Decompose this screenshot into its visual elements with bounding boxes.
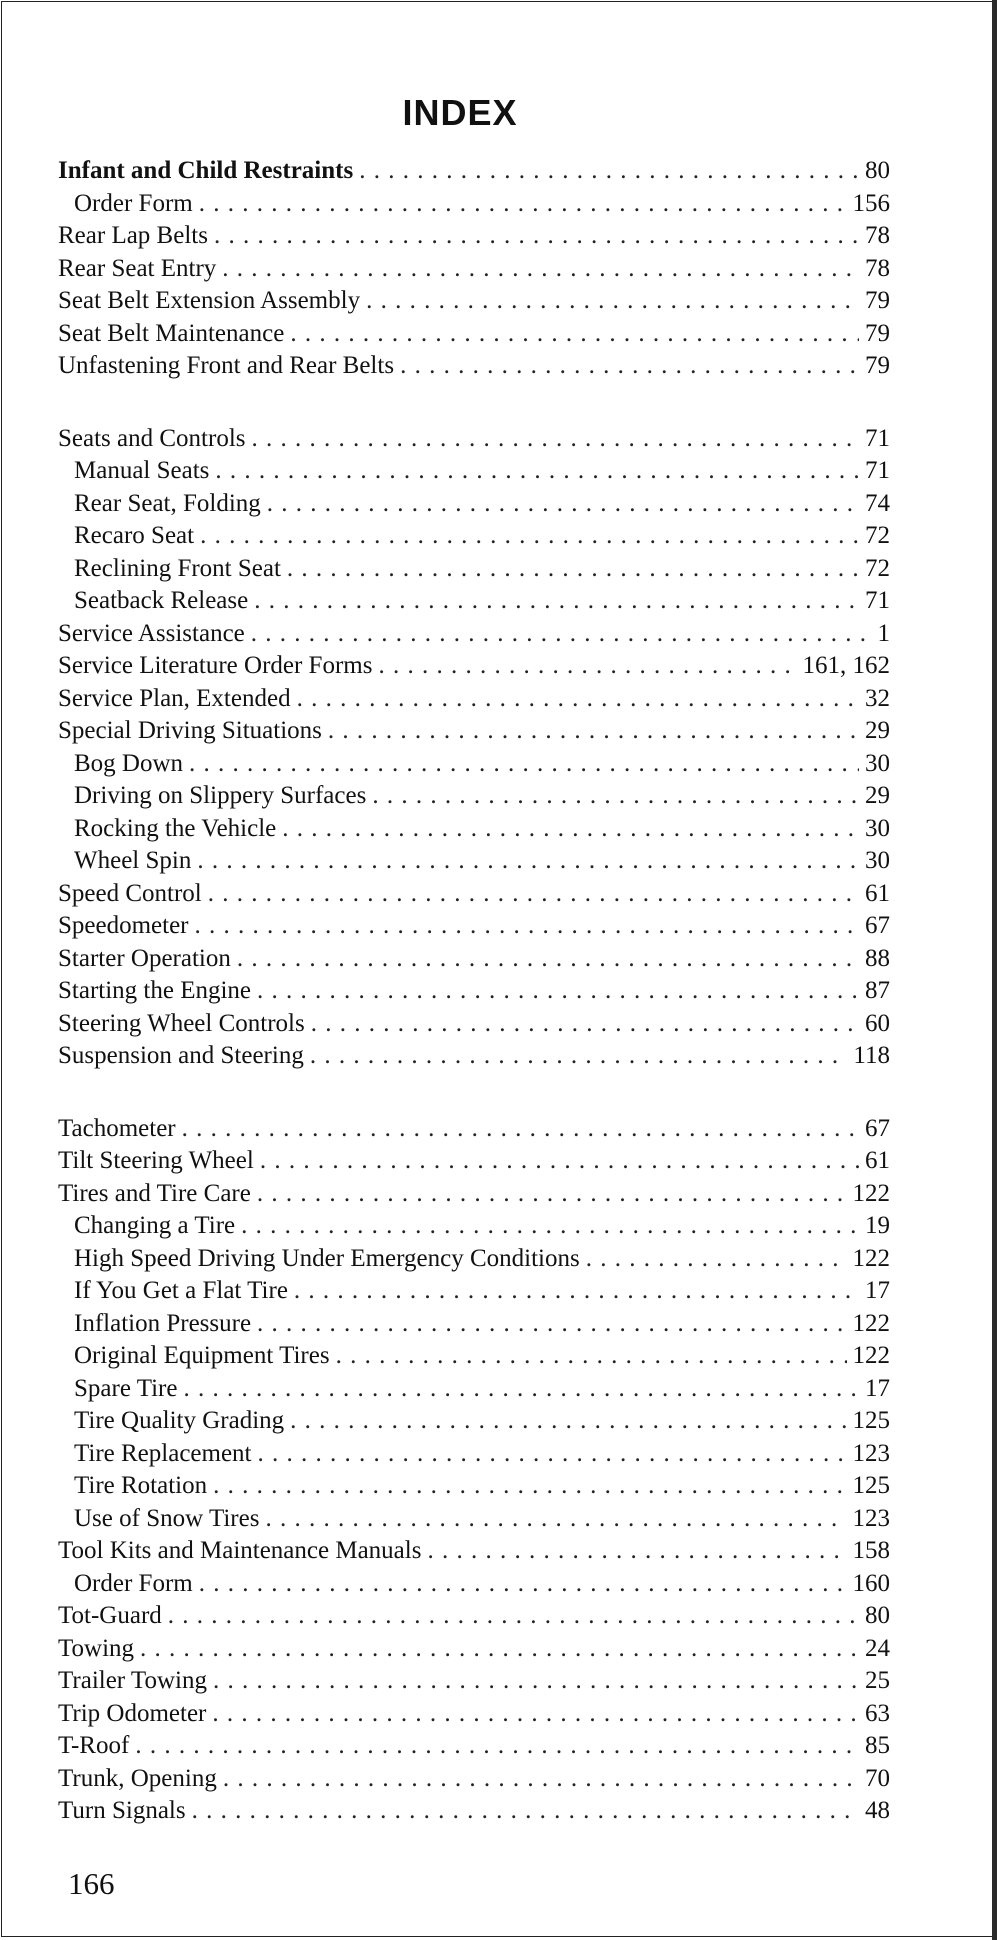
entry-label: Infant and Child Restraints [58,157,354,184]
entry-label: Suspension and Steering [58,1042,304,1069]
entry-page-ref: 79 [865,319,890,347]
dot-leader [189,748,859,780]
index-subentry [58,488,890,521]
entry-page-ref: 118 [853,1042,890,1069]
entry-label: Service Assistance [58,619,245,647]
entry-label: Speedometer [58,912,189,939]
dot-leader [237,943,859,975]
dot-leader [260,1145,859,1177]
entry-label: Driving on Slippery Surfaces [74,782,367,809]
entry-page-ref: 125 [852,1407,890,1434]
entry-label: Bog Down [74,749,184,777]
dot-leader [140,1633,859,1665]
entry-label: Seats and Controls [58,424,246,452]
entry-label: Use of Snow Tires [74,1504,260,1532]
entry-page-ref: 71 [865,424,890,452]
index-entry [58,715,890,748]
dot-leader [294,1275,859,1307]
index-subentry [58,748,890,781]
entry-label: Starting the Engine [58,977,252,1004]
dot-leader [182,1113,859,1145]
dot-leader [297,683,859,715]
dot-leader [257,1308,846,1340]
entry-page-ref: 85 [865,1732,890,1759]
dot-leader [400,350,859,382]
entry-page-ref: 158 [852,1537,890,1564]
entry-label: Tire Rotation [74,1472,208,1499]
entry-label: Tire Replacement [74,1439,252,1467]
dot-leader [359,155,859,187]
entry-label: Service Plan, Extended [58,684,291,712]
entry-page-ref: 161, 162 [802,652,890,679]
dot-leader [257,1178,847,1210]
index-list [58,155,890,1828]
index-subentry [58,455,890,488]
dot-leader [366,285,859,317]
index-entry [58,423,890,456]
dot-leader [251,618,872,650]
index-subentry [58,1405,890,1438]
entry-label: Unfastening Front and Rear Belts [58,352,395,379]
dot-leader [287,553,859,585]
dot-leader [197,845,859,877]
entry-page-ref: 88 [865,944,890,972]
index-entry [58,350,890,383]
entry-page-ref: 80 [865,157,890,184]
entry-page-ref: 30 [865,814,890,842]
dot-leader [199,1568,847,1600]
dot-leader [310,1040,848,1072]
entry-label: Trailer Towing [58,1667,207,1694]
index-subentry [58,553,890,586]
entry-page-ref: 30 [865,847,890,874]
index-entry [58,618,890,651]
entry-page-ref: 30 [865,749,890,777]
index-subentry [58,1438,890,1471]
entry-page-ref: 123 [852,1504,890,1532]
dot-leader [252,423,860,455]
dot-leader [214,220,859,252]
index-entry [58,253,890,286]
dot-leader [258,1438,847,1470]
entry-page-ref: 122 [852,1309,890,1337]
entry-label: Tool Kits and Maintenance Manuals [58,1537,422,1564]
entry-page-ref: 24 [865,1634,890,1662]
entry-label: Turn Signals [58,1797,186,1824]
dot-leader [241,1210,859,1242]
entry-label: Rocking the Vehicle [74,814,277,842]
entry-page-ref: 48 [865,1797,890,1824]
entry-label: Tot-Guard [58,1602,162,1629]
entry-page-ref: 67 [865,1114,890,1142]
entry-label: Service Literature Order Forms [58,652,373,679]
group-spacer [58,383,890,423]
page-edge [992,0,997,1940]
index-entry [58,1535,890,1568]
dot-leader [135,1730,859,1762]
dot-leader [372,780,859,812]
entry-page-ref: 29 [865,717,890,744]
index-subentry [58,1210,890,1243]
index-subentry [58,188,890,221]
entry-page-ref: 160 [852,1569,890,1597]
entry-label: Seat Belt Extension Assembly [58,287,361,314]
entry-page-ref: 80 [865,1602,890,1629]
dot-leader [378,650,796,682]
entry-label: Seat Belt Maintenance [58,319,285,347]
index-entry [58,220,890,253]
entry-page-ref: 87 [865,977,890,1004]
index-entry [58,943,890,976]
index-subentry [58,1340,890,1373]
index-entry [58,1665,890,1698]
entry-page-ref: 70 [865,1764,890,1792]
dot-leader [427,1535,846,1567]
dot-leader [265,1503,846,1535]
index-subentry [58,1470,890,1503]
entry-page-ref: 71 [865,587,890,614]
entry-label: Reclining Front Seat [74,554,281,582]
index-subentry [58,780,890,813]
dot-leader [254,585,859,617]
entry-label: Seatback Release [74,587,249,614]
entry-page-ref: 156 [852,189,890,217]
dot-leader [195,910,859,942]
dot-leader [168,1600,859,1632]
page-number: 166 [68,1866,115,1901]
entry-page-ref: 72 [865,554,890,582]
index-entry [58,1763,890,1796]
index-subentry [58,845,890,878]
entry-label: Spare Tire [74,1374,178,1402]
entry-page-ref: 17 [865,1374,890,1402]
dot-leader [586,1243,847,1275]
entry-label: T-Roof [58,1732,130,1759]
entry-page-ref: 71 [865,457,890,484]
dot-leader [223,1763,859,1795]
dot-leader [267,488,859,520]
dot-leader [213,1470,846,1502]
index-entry [58,1178,890,1211]
index-subentry [58,813,890,846]
entry-label: If You Get a Flat Tire [74,1277,288,1304]
index-entry [58,878,890,911]
index-entry [58,1730,890,1763]
dot-leader [192,1795,859,1827]
index-entry [58,1145,890,1178]
dot-leader [282,813,859,845]
entry-label: Tilt Steering Wheel [58,1147,254,1174]
entry-page-ref: 72 [865,522,890,549]
dot-leader [290,318,859,350]
entry-page-ref: 17 [865,1277,890,1304]
entry-label: Changing a Tire [74,1212,236,1239]
dot-leader [257,975,859,1007]
index-entry [58,910,890,943]
dot-leader [311,1008,859,1040]
entry-page-ref: 78 [865,254,890,282]
index-entry [58,1600,890,1633]
entry-label: Wheel Spin [74,847,192,874]
dot-leader [222,253,859,285]
entry-label: Towing [58,1634,135,1662]
index-entry [58,155,890,188]
entry-label: Order Form [74,189,193,217]
index-entry [58,285,890,318]
index-entry [58,683,890,716]
group-spacer [58,1073,890,1113]
entry-page-ref: 32 [865,684,890,712]
entry-label: Special Driving Situations [58,717,322,744]
entry-page-ref: 29 [865,782,890,809]
index-entry [58,650,890,683]
index-entry [58,1113,890,1146]
index-subentry [58,585,890,618]
index-subentry [58,1243,890,1276]
dot-leader [336,1340,847,1372]
dot-leader [200,520,859,552]
entry-page-ref: 63 [865,1699,890,1727]
index-entry [58,975,890,1008]
entry-page-ref: 74 [865,489,890,517]
entry-label: Rear Seat Entry [58,254,217,282]
index-subentry [58,520,890,553]
entry-page-ref: 123 [852,1439,890,1467]
dot-leader [212,1698,859,1730]
dot-leader [213,1665,859,1697]
entry-page-ref: 122 [852,1244,890,1272]
entry-label: Trip Odometer [58,1699,207,1727]
dot-leader [199,188,847,220]
entry-label: Steering Wheel Controls [58,1009,305,1037]
dot-leader [328,715,859,747]
entry-label: Tire Quality Grading [74,1407,285,1434]
entry-label: Trunk, Opening [58,1764,217,1792]
entry-label: Recaro Seat [74,522,195,549]
entry-page-ref: 79 [865,287,890,314]
entry-page-ref: 19 [865,1212,890,1239]
entry-label: Inflation Pressure [74,1309,252,1337]
entry-label: Speed Control [58,879,202,907]
entry-label: Rear Lap Belts [58,222,208,249]
dot-leader [215,455,859,487]
entry-page-ref: 61 [865,879,890,907]
page-title: INDEX [402,92,518,133]
entry-label: Starter Operation [58,944,231,972]
dot-leader [183,1373,859,1405]
entry-page-ref: 78 [865,222,890,249]
entry-page-ref: 79 [865,352,890,379]
entry-label: Tachometer [58,1114,176,1142]
index-subentry [58,1373,890,1406]
index-subentry [58,1308,890,1341]
entry-label: Tires and Tire Care [58,1179,251,1207]
index-subentry [58,1275,890,1308]
index-entry [58,318,890,351]
entry-page-ref: 122 [852,1342,890,1369]
index-entry [58,1040,890,1073]
dot-leader [290,1405,846,1437]
index-subentry [58,1503,890,1536]
entry-page-ref: 25 [865,1667,890,1694]
index-entry [58,1008,890,1041]
entry-page-ref: 67 [865,912,890,939]
entry-label: Order Form [74,1569,193,1597]
entry-label: Original Equipment Tires [74,1342,330,1369]
entry-label: Manual Seats [74,457,210,484]
dot-leader [208,878,859,910]
entry-page-ref: 125 [852,1472,890,1499]
entry-page-ref: 122 [852,1179,890,1207]
index-entry [58,1698,890,1731]
index-subentry [58,1568,890,1601]
entry-label: Rear Seat, Folding [74,489,261,517]
entry-page-ref: 1 [877,619,890,647]
entry-page-ref: 61 [865,1147,890,1174]
entry-label: High Speed Driving Under Emergency Conditions [74,1244,580,1272]
index-entry [58,1633,890,1666]
entry-page-ref: 60 [865,1009,890,1037]
index-entry [58,1795,890,1828]
